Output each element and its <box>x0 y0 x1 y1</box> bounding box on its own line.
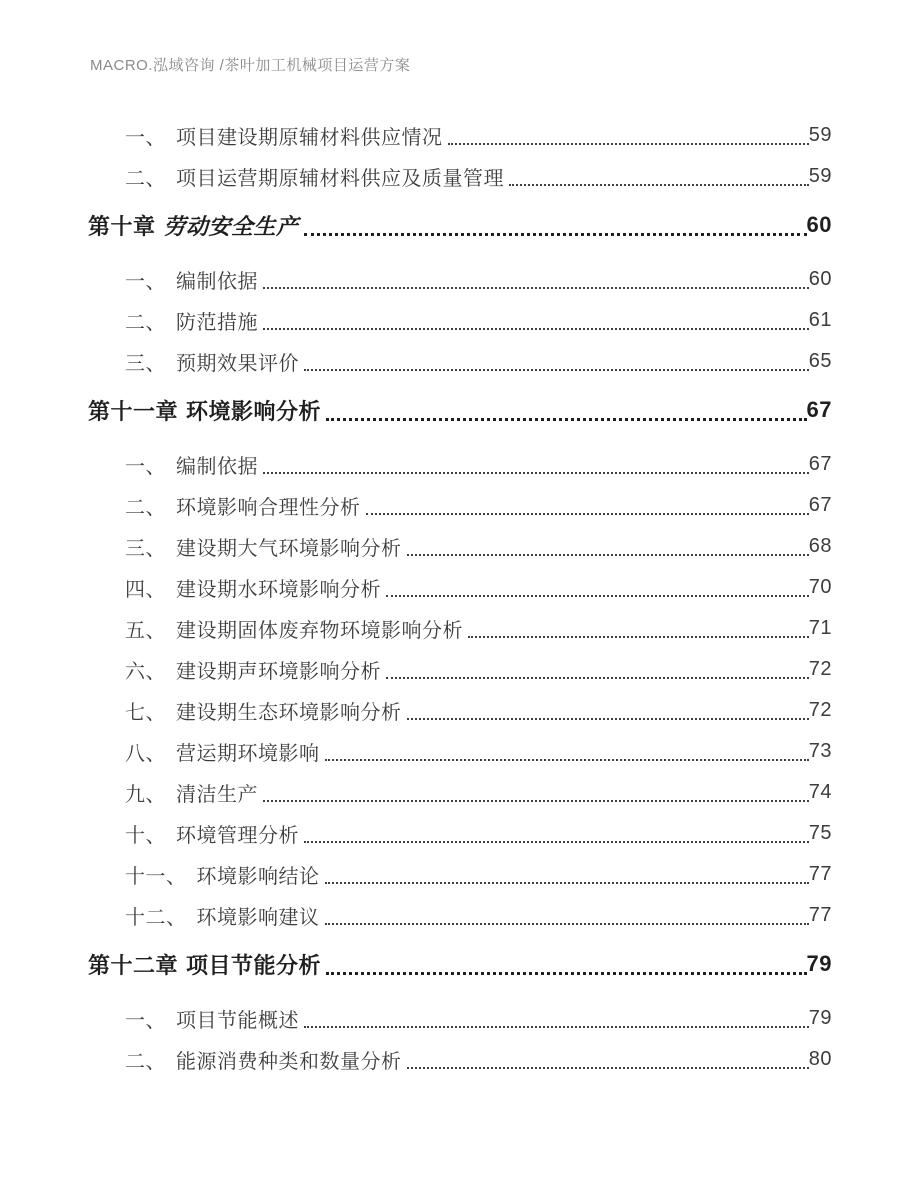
toc-entry-label: 建设期固体废弃物环境影响分析 <box>176 620 463 642</box>
toc-entry[interactable] <box>88 526 832 567</box>
dot-leader <box>468 636 809 638</box>
toc-entry[interactable] <box>88 690 832 731</box>
dot-leader <box>407 718 809 720</box>
dot-leader <box>448 143 809 145</box>
toc-entry-label: 建设期生态环境影响分析 <box>176 702 402 724</box>
toc-entry[interactable] <box>88 156 832 197</box>
toc-entry[interactable] <box>88 895 832 936</box>
toc-page-number: 61 <box>808 309 832 331</box>
dot-leader <box>325 923 809 925</box>
toc-chapter-entry[interactable] <box>88 203 832 247</box>
toc-entry-number: 十、 <box>125 825 166 847</box>
dot-leader <box>263 472 809 474</box>
toc-chapter-number: 第十章 <box>88 213 156 239</box>
toc-page-number: 67 <box>806 397 832 422</box>
dot-leader <box>304 233 807 236</box>
toc-page-number: 60 <box>806 212 832 237</box>
toc-entry-label: 建设期水环境影响分析 <box>176 579 381 601</box>
toc-entry-number: 一、 <box>125 456 166 478</box>
toc-entry-number: 三、 <box>125 353 166 375</box>
toc-page-number: 68 <box>808 535 832 557</box>
dot-leader <box>366 513 809 515</box>
dot-leader <box>407 554 809 556</box>
toc-entry-number: 十一、 <box>125 866 187 888</box>
dot-leader <box>386 677 809 679</box>
toc-page-number: 77 <box>808 904 832 926</box>
toc-page-number: 75 <box>808 822 832 844</box>
toc-page-number: 79 <box>806 951 832 976</box>
dot-leader <box>304 369 809 371</box>
dot-leader <box>304 841 809 843</box>
dot-leader <box>325 759 809 761</box>
toc-page-number: 77 <box>808 863 832 885</box>
toc-entry-number: 六、 <box>125 661 166 683</box>
toc-page-number: 74 <box>808 781 832 803</box>
toc-entry-number: 五、 <box>125 620 166 642</box>
toc-page-number: 65 <box>808 350 832 372</box>
toc-entry-number: 一、 <box>125 127 166 149</box>
toc-chapter-label: 环境影响分析 <box>186 398 322 424</box>
toc-page-number: 79 <box>808 1007 832 1029</box>
toc-entry[interactable] <box>88 772 832 813</box>
toc-page-number: 59 <box>808 124 832 146</box>
toc-entry[interactable] <box>88 300 832 341</box>
toc-entry-label: 建设期声环境影响分析 <box>176 661 381 683</box>
toc-entry[interactable] <box>88 567 832 608</box>
toc-entry-label: 环境管理分析 <box>176 825 299 847</box>
toc-entry-number: 二、 <box>125 497 166 519</box>
toc-entry[interactable] <box>88 115 832 156</box>
toc-entry[interactable] <box>88 341 832 382</box>
toc-entry-number: 十二、 <box>125 907 187 929</box>
toc-entry-number: 三、 <box>125 538 166 560</box>
toc-page-number: 71 <box>808 617 832 639</box>
dot-leader <box>263 328 809 330</box>
toc-page-number: 67 <box>808 494 832 516</box>
toc-entry-number: 二、 <box>125 1051 166 1073</box>
dot-leader <box>509 184 809 186</box>
dot-leader <box>407 1067 809 1069</box>
toc-page-number: 59 <box>808 165 832 187</box>
toc-entry-number: 二、 <box>125 312 166 334</box>
dot-leader <box>326 972 806 975</box>
toc-entry[interactable] <box>88 731 832 772</box>
dot-leader <box>304 1026 809 1028</box>
toc-entry[interactable] <box>88 649 832 690</box>
toc-entry-number: 八、 <box>125 743 166 765</box>
toc-entry-number: 一、 <box>125 1010 166 1032</box>
toc-entry-number: 四、 <box>125 579 166 601</box>
toc-entry[interactable] <box>88 444 832 485</box>
toc-entry[interactable] <box>88 485 832 526</box>
toc-entry-label: 营运期环境影响 <box>176 743 320 765</box>
dot-leader <box>263 800 809 802</box>
toc-page-number: 72 <box>808 699 832 721</box>
toc-entry[interactable] <box>88 854 832 895</box>
dot-leader <box>263 287 809 289</box>
toc-entry[interactable] <box>88 608 832 649</box>
toc-entry-label: 预期效果评价 <box>176 353 299 375</box>
dot-leader <box>326 418 806 421</box>
toc-entry-label: 环境影响合理性分析 <box>176 497 361 519</box>
toc-chapter-entry[interactable] <box>88 942 832 986</box>
toc-page-number: 70 <box>808 576 832 598</box>
toc-entry-label: 项目节能概述 <box>176 1010 299 1032</box>
toc-entry-label: 能源消费种类和数量分析 <box>176 1051 402 1073</box>
toc-page-number: 72 <box>808 658 832 680</box>
toc-chapter-label: 劳动安全生产 <box>163 213 299 239</box>
toc-entry[interactable] <box>88 813 832 854</box>
toc-page-number: 73 <box>808 740 832 762</box>
toc-entry-number: 七、 <box>125 702 166 724</box>
table-of-contents <box>88 115 832 1080</box>
toc-entry-label: 编制依据 <box>176 456 258 478</box>
toc-chapter-label: 项目节能分析 <box>186 952 322 978</box>
toc-entry-number: 一、 <box>125 271 166 293</box>
toc-entry[interactable] <box>88 259 832 300</box>
toc-page-number: 60 <box>808 268 832 290</box>
toc-entry-label: 项目建设期原辅材料供应情况 <box>176 127 443 149</box>
toc-chapter-number: 第十二章 <box>88 952 179 978</box>
toc-entry[interactable] <box>88 998 832 1039</box>
dot-leader <box>386 595 809 597</box>
toc-entry-label: 清洁生产 <box>176 784 258 806</box>
toc-entry[interactable] <box>88 1039 832 1080</box>
toc-chapter-number: 第十一章 <box>88 398 179 424</box>
toc-entry-number: 二、 <box>125 168 166 190</box>
toc-entry-label: 环境影响建议 <box>196 907 320 929</box>
toc-entry-label: 项目运营期原辅材料供应及质量管理 <box>176 168 504 190</box>
toc-entry-label: 防范措施 <box>176 312 258 334</box>
dot-leader <box>325 882 809 884</box>
document-header: MACRO.泓域咨询 /茶叶加工机械项目运营方案 <box>90 57 411 74</box>
toc-entry-label: 编制依据 <box>176 271 258 293</box>
toc-entry-label: 环境影响结论 <box>196 866 320 888</box>
toc-page-number: 67 <box>808 453 832 475</box>
toc-chapter-entry[interactable] <box>88 388 832 432</box>
toc-page-number: 80 <box>808 1048 832 1070</box>
toc-entry-label: 建设期大气环境影响分析 <box>176 538 402 560</box>
toc-entry-number: 九、 <box>125 784 166 806</box>
